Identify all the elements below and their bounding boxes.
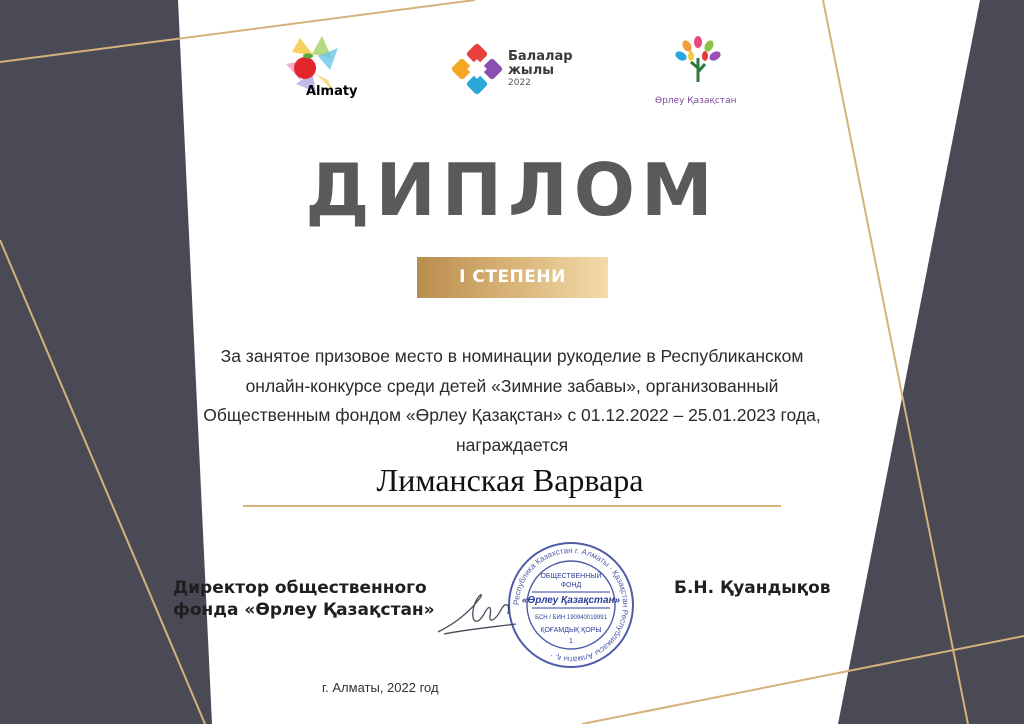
recipient-underline	[243, 505, 781, 507]
orleu-logo-text: Өрлеу Қазақстан	[655, 96, 737, 106]
place-date: г. Алматы, 2022 год	[322, 680, 439, 695]
stamp-line3: ҚОҒАМДЫҚ ҚОРЫ	[540, 627, 602, 634]
degree-badge: I СТЕПЕНИ	[417, 257, 608, 298]
balalar-logo-line1: Балалар	[508, 49, 573, 64]
stamp-org-name: «Өрлеу Қазақстан»	[521, 595, 621, 606]
almaty-logo	[278, 34, 360, 102]
stamp-line2: ФОНД	[560, 582, 582, 589]
director-title-line1: Директор общественного	[173, 578, 427, 598]
almaty-logo-text: Almaty	[306, 84, 358, 99]
description-line: Общественным фондом «Өрлеу Қазақстан» с 01.12.2022 – 25.01.2023 года,	[203, 405, 821, 425]
director-title-line2: фонда «Өрлеу Қазақстан»	[173, 600, 435, 620]
orleu-logo	[655, 34, 745, 110]
description-line: онлайн-конкурсе среди детей «Зимние забавы», организованный	[245, 375, 779, 396]
signer-name: Б.Н. Қуандықов	[674, 578, 831, 598]
organization-stamp	[506, 540, 636, 670]
stamp-number: 1	[569, 638, 573, 645]
description-line: За занятое призовое место в номинации рукоделие в Республиканском	[220, 346, 804, 366]
balalar-logo-line2: жылы	[508, 63, 554, 78]
director-title	[173, 577, 435, 621]
balalar-zhyly-logo	[452, 44, 572, 94]
right-dark-panel	[838, 0, 1024, 724]
stamp-ring-text: Республика Казахстан г. Алматы · Қазақстан Республикасы Алматы қ. ·	[511, 545, 631, 665]
balalar-logo-year: 2022	[508, 78, 531, 88]
balalar-flower-icon	[452, 44, 502, 94]
diploma-title: ДИПЛОМ	[305, 148, 719, 232]
stamp-bin: БСН / БИН 190940019991	[535, 615, 607, 621]
stamp-line1: ОБЩЕСТВЕННЫЙ	[540, 573, 602, 580]
recipient-name: Лиманская Варвара	[376, 462, 644, 498]
orleu-tree-icon	[673, 34, 723, 86]
description-line: награждается	[455, 434, 569, 455]
award-description	[160, 342, 864, 460]
